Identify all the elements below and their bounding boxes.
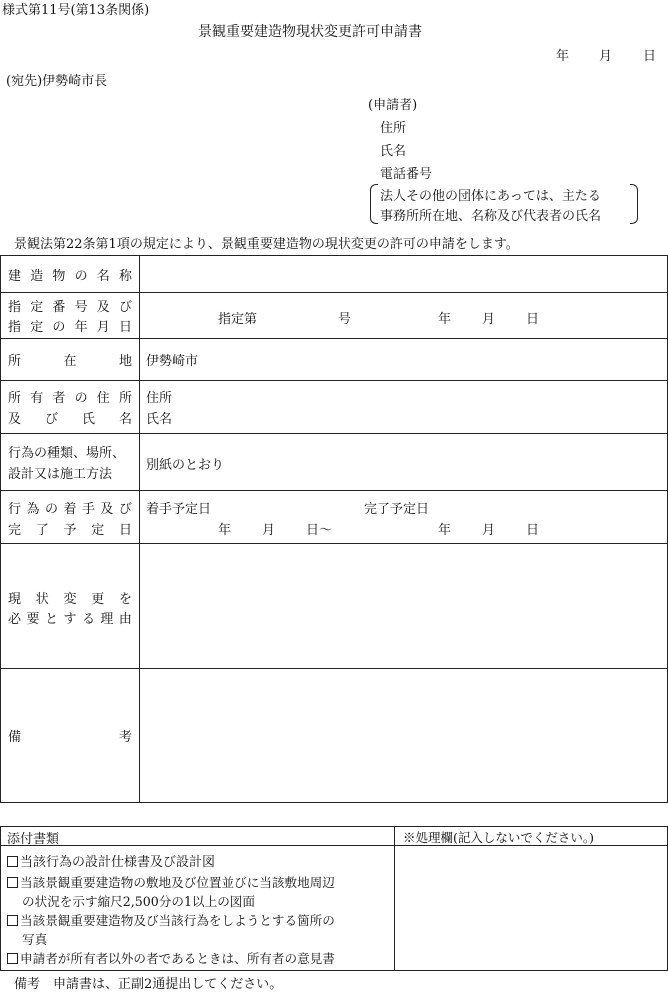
date-day: 日 [643,49,657,64]
label-remarks: 備 考 [8,730,132,745]
corporate-note-line1: 法人その他の団体にあっては、主たる [380,189,601,204]
label-act-line2: 設計又は施工方法 [8,467,113,482]
attachment-item-3-text-2: 写真 [22,932,48,947]
designation-number-suffix: 号 [338,312,352,327]
date-year: 年 [556,49,570,64]
note-bracket-right [630,184,638,224]
label-location: 所 在 地 [8,354,132,369]
owner-address-label: 住所 [146,391,173,406]
attachment-item-2-text-1: 当該景観重要建造物の敷地及び位置並びに当該敷地周辺 [20,875,335,890]
attachments-heading: 添付書類 [7,832,60,847]
intro-statement: 景観法第22条第1項の規定により、景観重要建造物の現状変更の許可の申請をします。 [14,237,519,252]
end-day: 日 [526,523,540,538]
checkbox-1[interactable] [7,856,18,867]
start-month: 月 [262,523,276,538]
checkbox-4[interactable] [7,953,18,964]
date-month: 月 [599,49,613,64]
applicant-phone-label: 電話番号 [380,167,433,182]
act-value: 別紙のとおり [146,458,225,473]
corporate-note-line2: 事務所所在地、名称及び代表者の氏名 [380,209,602,224]
label-act-line1: 行為の種類、場所、 [8,446,126,461]
designation-prefix: 指定第 [218,312,258,327]
office-use-heading: ※処理欄(記入しないでください。) [403,830,595,845]
addressee: (宛先)伊勢崎市長 [6,74,108,89]
attachment-item-3-text-1: 当該景観重要建造物及び当該行為をしようとする箇所の [20,913,335,928]
start-date-label: 着手予定日 [146,502,212,517]
attachment-item-2-text-2: の状況を示す縮尺2,500分の1以上の図面 [22,894,255,909]
label-designation-line2: 指 定 の 年 月 日 [8,320,132,335]
attachment-item-4-text: 申請者が所有者以外の者であるときは、所有者の意見書 [20,951,335,966]
applicant-heading: (申請者) [368,98,418,113]
note-bracket-left [370,184,378,224]
designation-day: 日 [526,312,540,327]
end-date-label: 完了予定日 [364,502,430,517]
attachment-item-4 [7,948,335,967]
label-designation-line1: 指 定 番 号 及 び [8,300,132,315]
label-owner-line2: 及 び 氏 名 [8,412,132,427]
label-owner-line1: 所 有 者 の 住 所 [8,391,132,406]
label-schedule-line1: 行 為 の 着 手 及 び [8,502,132,517]
checkbox-2[interactable] [7,877,18,888]
form-number: 様式第11号(第13条関係) [2,3,150,18]
label-reason-line2: 必 要 と す る 理 由 [8,612,132,627]
label-building-name: 建 造 物 の 名 称 [8,269,132,284]
attachment-item-2 [7,872,335,891]
start-day: 日～ [306,523,333,538]
end-year: 年 [438,523,452,538]
start-year: 年 [218,523,232,538]
form-title: 景観重要建造物現状変更許可申請書 [198,24,422,40]
designation-year: 年 [438,312,452,327]
location-value: 伊勢崎市 [146,354,199,369]
label-schedule-line2: 完 了 予 定 日 [8,523,132,538]
footer-note: 備考 申請書は、正副2通提出してください。 [14,977,283,992]
label-reason-line1: 現 状 変 更 を [8,592,132,607]
checkbox-3[interactable] [7,915,18,926]
applicant-name-label: 氏名 [380,144,407,159]
owner-name-label: 氏名 [146,412,173,427]
attachment-item-3 [7,910,335,929]
applicant-address-label: 住所 [380,121,407,136]
attachment-item-1-text: 当該行為の設計仕様書及び設計図 [20,855,216,870]
end-month: 月 [482,523,496,538]
attachment-item-1 [7,851,215,870]
designation-month: 月 [482,312,496,327]
